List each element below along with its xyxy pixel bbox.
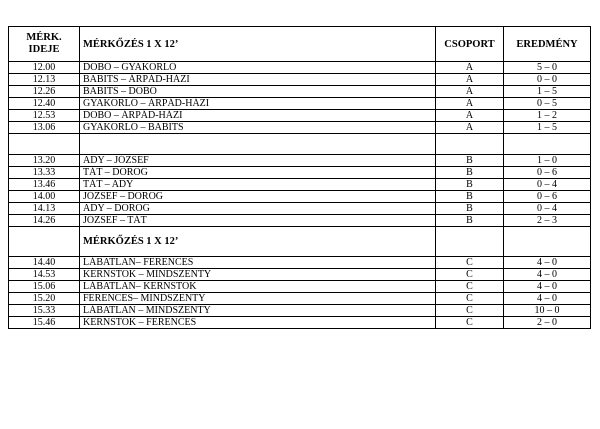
table-row: [9, 110, 591, 122]
separator-row-cell: [80, 134, 436, 155]
match-group: B: [436, 167, 504, 179]
table-row: [9, 215, 591, 227]
match-teams: TÁT – ADY: [80, 179, 436, 191]
match-result: 1 – 5: [504, 86, 591, 98]
match-time: [9, 281, 80, 293]
table-row: [9, 269, 591, 281]
match-time: [9, 98, 80, 110]
match-time-value: 14.40: [32, 257, 56, 268]
match-time-value: 15.46: [32, 317, 56, 328]
match-group: A: [436, 62, 504, 74]
match-group: C: [436, 269, 504, 281]
match-time: [9, 74, 80, 86]
match-time: [9, 203, 80, 215]
match-teams: LÁBATLAN– FERENCES: [80, 257, 436, 269]
match-teams: KERNSTOK – MINDSZENTY: [80, 269, 436, 281]
match-time-value: 13.06: [32, 122, 56, 133]
table-row: [9, 191, 591, 203]
separator-row: [9, 134, 591, 155]
match-teams: TÁT – DOROG: [80, 167, 436, 179]
match-time-value: 13.46: [32, 179, 56, 190]
match-result: 0 – 4: [504, 179, 591, 191]
match-time: [9, 305, 80, 317]
match-time: [9, 62, 80, 74]
match-result: 0 – 4: [504, 203, 591, 215]
table-row: [9, 203, 591, 215]
match-time-value: 15.20: [32, 293, 56, 304]
match-time: [9, 155, 80, 167]
table-row: [9, 317, 591, 329]
match-time: [9, 167, 80, 179]
separator-row-cell: [504, 134, 591, 155]
match-group: B: [436, 203, 504, 215]
match-time-value: 12.13: [32, 74, 56, 85]
match-group: C: [436, 305, 504, 317]
section-header-row-cell: [436, 227, 504, 257]
match-time: [9, 257, 80, 269]
match-time: [9, 86, 80, 98]
match-teams: ADY – JÓZSEF: [80, 155, 436, 167]
match-group: A: [436, 74, 504, 86]
match-group: C: [436, 293, 504, 305]
match-teams: GYAKORLÓ – ÁRPÁD-HÁZI: [80, 98, 436, 110]
table-row: [9, 305, 591, 317]
match-result: 1 – 0: [504, 155, 591, 167]
match-time-value: 14.53: [32, 269, 56, 280]
match-teams: GYAKORLÓ – BABITS: [80, 122, 436, 134]
separator-row-cell: [436, 134, 504, 155]
match-group: A: [436, 86, 504, 98]
table-row: [9, 98, 591, 110]
header-time: [9, 27, 80, 62]
match-result: 4 – 0: [504, 257, 591, 269]
match-time-value: 14.00: [32, 191, 56, 202]
section-header-row-cell: [9, 227, 80, 257]
match-time: [9, 179, 80, 191]
match-result: 4 – 0: [504, 269, 591, 281]
table-row: [9, 281, 591, 293]
match-group: B: [436, 215, 504, 227]
match-teams: ADY – DOROG: [80, 203, 436, 215]
match-time-value: 14.26: [32, 215, 56, 226]
match-time: [9, 269, 80, 281]
match-time-value: 12.26: [32, 86, 56, 97]
match-group: A: [436, 110, 504, 122]
match-result: 0 – 5: [504, 98, 591, 110]
match-time-value: 14.13: [32, 203, 56, 214]
match-result: 0 – 0: [504, 74, 591, 86]
match-result: 2 – 0: [504, 317, 591, 329]
table-row: [9, 62, 591, 74]
match-time-value: 12.40: [32, 98, 56, 109]
match-teams: LÁBATLAN – MINDSZENTY: [80, 305, 436, 317]
section-header-row: [9, 227, 591, 257]
match-time: [9, 215, 80, 227]
section-header-row-cell: [504, 227, 591, 257]
match-result: 1 – 2: [504, 110, 591, 122]
header-time-line2: IDEJE: [28, 44, 60, 55]
header-row: [9, 27, 591, 62]
schedule-table: [8, 26, 591, 329]
match-teams: DOBÓ – ÁRPÁD-HÁZI: [80, 110, 436, 122]
match-time-value: 15.06: [32, 281, 56, 292]
match-result: 4 – 0: [504, 293, 591, 305]
match-teams: FERENCES– MINDSZENTY: [80, 293, 436, 305]
match-result: 4 – 0: [504, 281, 591, 293]
table-row: [9, 257, 591, 269]
table-row: [9, 167, 591, 179]
match-group: C: [436, 281, 504, 293]
match-teams: BABITS – ÁRPÁD-HÁZI: [80, 74, 436, 86]
match-teams: BABITS – DOBÓ: [80, 86, 436, 98]
match-group: A: [436, 122, 504, 134]
header-group: CSOPORT: [436, 27, 504, 62]
match-time: [9, 191, 80, 203]
section-header-row-cell: MÉRKŐZÉS 1 X 12’: [80, 227, 436, 257]
match-time-value: 13.20: [32, 155, 56, 166]
match-time: [9, 122, 80, 134]
match-time-value: 13.33: [32, 167, 56, 178]
match-result: 10 – 0: [504, 305, 591, 317]
table-row: [9, 293, 591, 305]
match-group: C: [436, 257, 504, 269]
match-teams: LÁBATLAN– KERNSTOK: [80, 281, 436, 293]
match-result: 0 – 6: [504, 167, 591, 179]
table-row: [9, 86, 591, 98]
header-time-line1: MÉRK.: [26, 32, 62, 43]
match-time: [9, 317, 80, 329]
match-time-value: 12.00: [32, 62, 56, 73]
match-teams: KERNSTOK – FERENCES: [80, 317, 436, 329]
header-result: EREDMÉNY: [504, 27, 591, 62]
match-time: [9, 110, 80, 122]
match-group: C: [436, 317, 504, 329]
table-row: [9, 179, 591, 191]
match-group: B: [436, 155, 504, 167]
match-teams: JÓZSEF – TÁT: [80, 215, 436, 227]
table-row: [9, 122, 591, 134]
match-group: B: [436, 179, 504, 191]
match-result: 2 – 3: [504, 215, 591, 227]
match-teams: JÓZSEF – DOROG: [80, 191, 436, 203]
match-time-value: 15.33: [32, 305, 56, 316]
separator-row-cell: [9, 134, 80, 155]
match-result: 1 – 5: [504, 122, 591, 134]
header-match: MÉRKŐZÉS 1 X 12’: [80, 27, 436, 62]
table-row: [9, 155, 591, 167]
match-teams: DOBÓ – GYAKORLÓ: [80, 62, 436, 74]
match-time: [9, 293, 80, 305]
table-row: [9, 74, 591, 86]
match-result: 0 – 6: [504, 191, 591, 203]
match-group: B: [436, 191, 504, 203]
match-time-value: 12.53: [32, 110, 56, 121]
match-result: 5 – 0: [504, 62, 591, 74]
match-group: A: [436, 98, 504, 110]
